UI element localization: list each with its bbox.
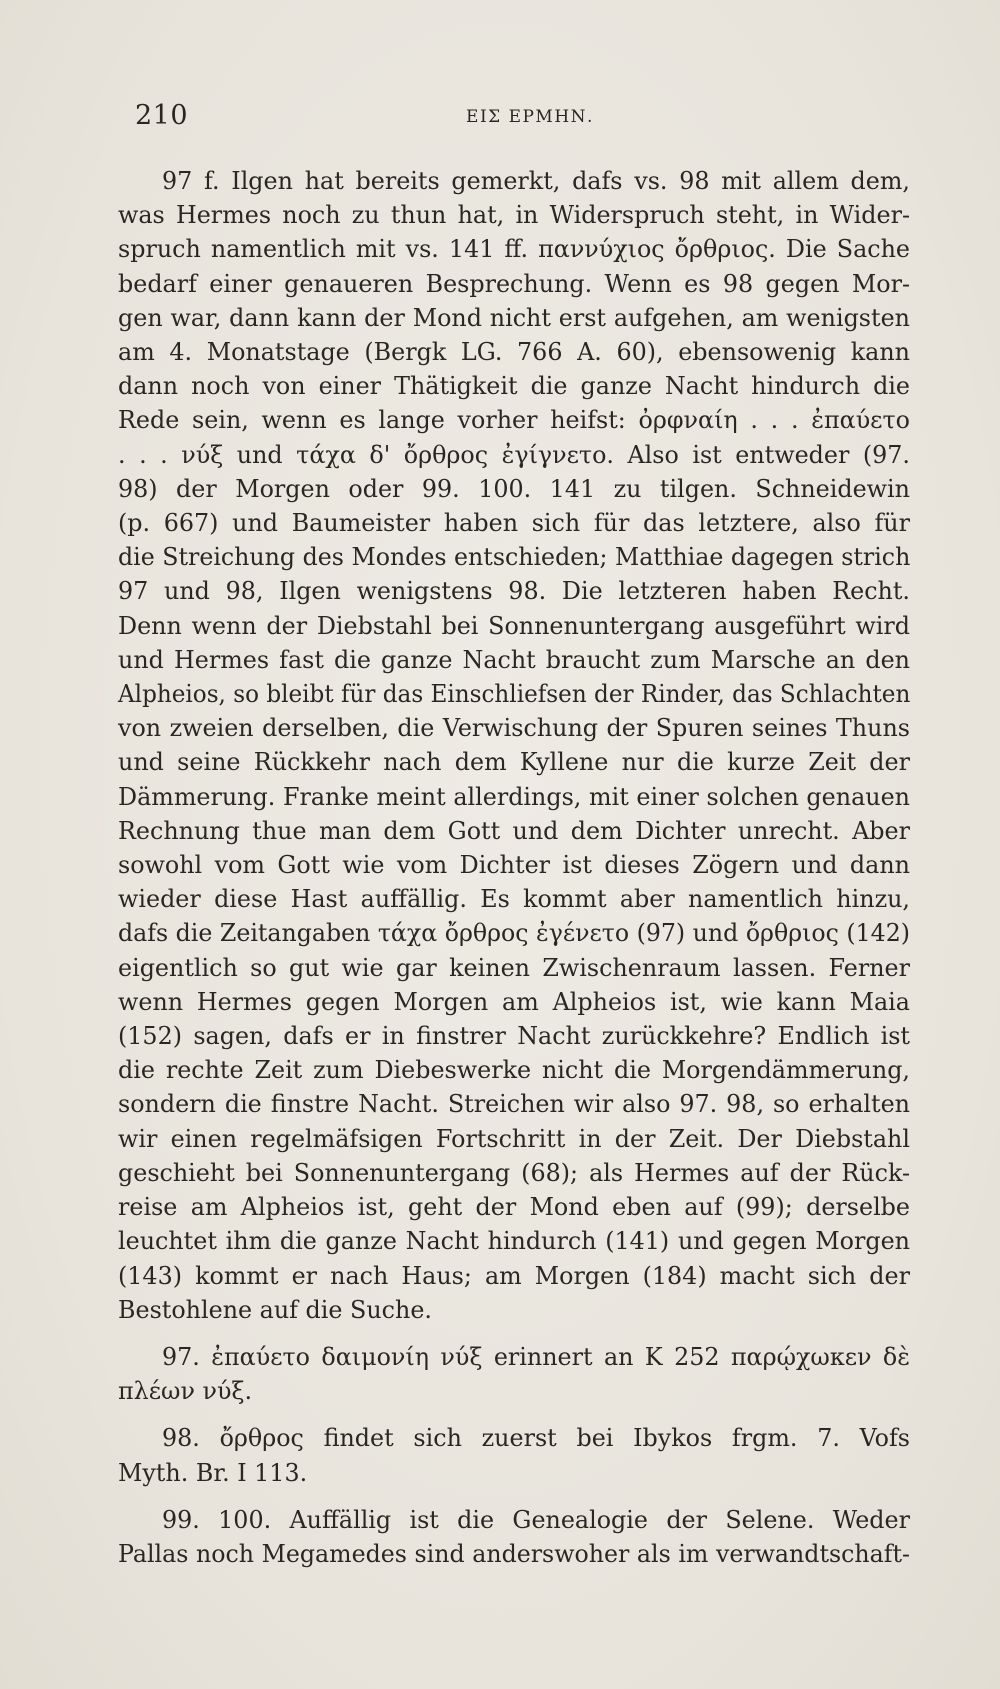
text-line: Denn wenn der Diebstahl bei Sonnenuntergang ausgeführt wird — [118, 611, 910, 640]
note-line: 97. ἐπαύετο δαιμονίη νύξ erinnert an K 252 παρῴχωκεν δὲ — [162, 1342, 910, 1371]
text-line: leuchtet ihm die ganze Nacht hindurch (141) und gegen Morgen — [118, 1227, 910, 1256]
text-line: wieder diese Hast auffällig. Es kommt aber namentlich hinzu, — [118, 885, 910, 914]
text-line: sowohl vom Gott wie vom Dichter ist dieses Zögern und dann — [118, 851, 910, 880]
text-line: was Hermes noch zu thun hat, in Widerspruch steht, in Wider- — [118, 201, 910, 230]
page-number: 210 — [135, 100, 189, 131]
text-line: geschieht bei Sonnenuntergang (68); als Hermes auf der Rück- — [118, 1158, 910, 1187]
text-line: von zweien derselben, die Verwischung der Spuren seines Thuns — [118, 714, 910, 743]
text-line: 98) der Morgen oder 99. 100. 141 zu tilgen. Schneidewin — [118, 474, 910, 503]
text-line: Alpheios, so bleibt für das Einschliefsen der Rinder, das Schlachten — [118, 680, 911, 709]
text-line: die Streichung des Mondes entschieden; Matthiae dagegen strich — [118, 543, 911, 572]
page-header — [135, 100, 925, 140]
text-line: reise am Alpheios ist, geht der Mond eben auf (99); derselbe — [118, 1193, 910, 1222]
text-line: Rechnung thue man dem Gott und dem Dichter unrecht. Aber — [118, 816, 910, 845]
text-line: . . . νύξ und τάχα δ' ὄρθρος ἐγίγνετο. Also ist entweder (97. — [118, 440, 910, 469]
note-line: πλέων νύξ. — [118, 1377, 253, 1406]
text-line: wir einen regelmäfsigen Fortschritt in der Zeit. Der Diebstahl — [118, 1124, 910, 1153]
text-line: sondern die finstre Nacht. Streichen wir also 97. 98, so erhalten — [118, 1090, 910, 1119]
commentary-text — [118, 164, 910, 1571]
text-line: (152) sagen, dafs er in finstrer Nacht zurückkehre? Endlich ist — [118, 1022, 910, 1051]
note-line: 99. 100. Auffällig ist die Genealogie der Selene. Weder — [162, 1505, 910, 1534]
note-97 — [118, 1340, 910, 1408]
note-99-100 — [118, 1503, 910, 1571]
text-line: dafs die Zeitangaben τάχα ὄρθρος ἐγένετο (97) und ὄρθριος (142) — [118, 919, 910, 948]
text-line: und Hermes fast die ganze Nacht braucht zum Marsche an den — [118, 645, 910, 674]
text-line: wenn Hermes gegen Morgen am Alpheios ist, wie kann Maia — [118, 987, 910, 1016]
text-line: 97 f. Ilgen hat bereits gemerkt, dafs vs. 98 mit allem dem, — [162, 167, 910, 195]
text-line: gen war, dann kann der Mond nicht erst aufgehen, am wenigsten — [118, 303, 910, 332]
text-line: 97 und 98, Ilgen wenigstens 98. Die letzteren haben Recht. — [118, 577, 910, 606]
text-line: bedarf einer genaueren Besprechung. Wenn es 98 gegen Mor- — [118, 269, 910, 298]
text-line: (143) kommt er nach Haus; am Morgen (184) macht sich der — [118, 1261, 910, 1290]
note-98 — [118, 1421, 910, 1489]
text-line: eigentlich so gut wie gar keinen Zwischenraum lassen. Ferner — [118, 953, 910, 982]
text-line: Rede sein, wenn es lange vorher heifst: ὀρφναίη . . . ἐπαύετο — [118, 406, 910, 435]
text-line: spruch namentlich mit vs. 141 ff. παννύχιος ὄρθριος. Die Sache — [118, 235, 910, 264]
note-line: 98. ὄρθρος findet sich zuerst bei Ibykos frgm. 7. Vofs — [162, 1424, 910, 1453]
text-line: (p. 667) und Baumeister haben sich für das letztere, also für — [118, 509, 910, 538]
text-line: Dämmerung. Franke meint allerdings, mit einer solchen genauen — [118, 782, 910, 811]
note-line: Pallas noch Megamedes sind anderswoher als im verwandtschaft- — [118, 1539, 911, 1568]
text-line: dann noch von einer Thätigkeit die ganze Nacht hindurch die — [118, 372, 910, 401]
text-line: und seine Rückkehr nach dem Kyllene nur die kurze Zeit der — [118, 748, 910, 777]
text-line: Bestohlene auf die Suche. — [118, 1295, 432, 1324]
running-title: ΕΙΣ ΕΡΜΗΝ. — [466, 107, 594, 127]
note-line: Myth. Br. I 113. — [118, 1458, 308, 1487]
text-line: die rechte Zeit zum Diebeswerke nicht die Morgendämmerung, — [118, 1056, 910, 1085]
text-line: am 4. Monatstage (Bergk LG. 766 A. 60), ebensowenig kann — [118, 338, 910, 367]
